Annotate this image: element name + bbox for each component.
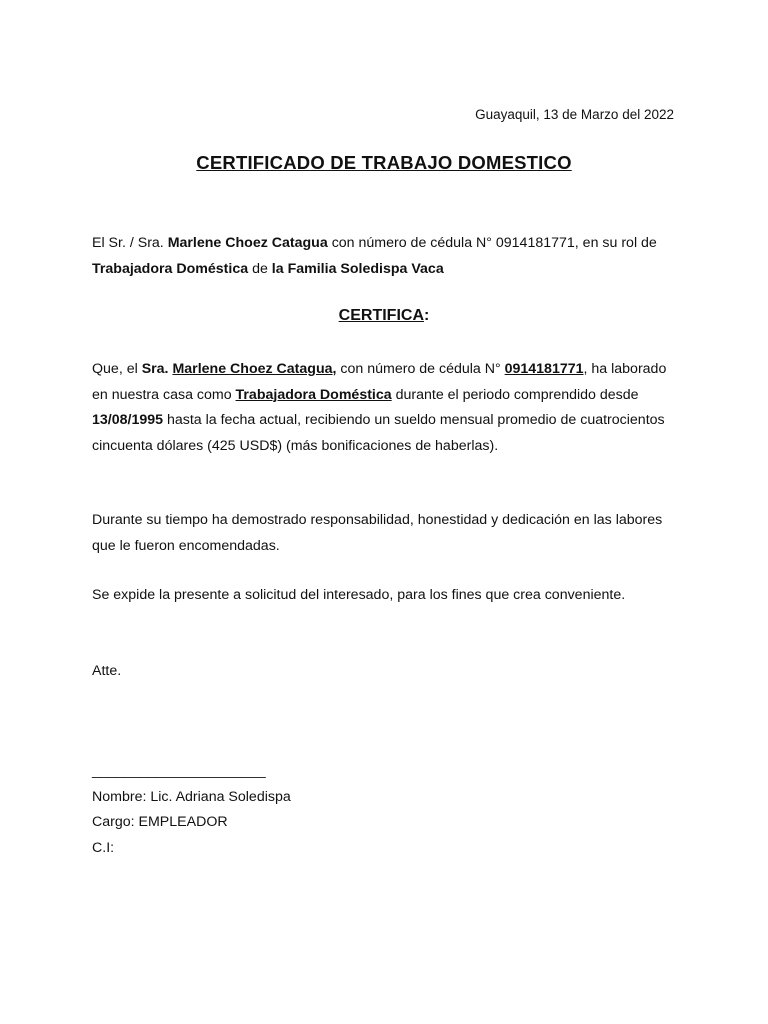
body-text-5: durante el periodo comprendido desde: [391, 386, 639, 403]
body-text-4: , ha laborado en nuestra casa como: [92, 361, 667, 403]
closing: Atte.: [92, 663, 122, 679]
body-id-number: 0914181771: [504, 361, 584, 377]
body-text-1: Que, el: [92, 361, 142, 377]
signatory-name: Nombre: Lic. Adriana Soledispa: [92, 788, 291, 805]
intro-text-3: de: [248, 260, 272, 277]
body-start-date: 13/08/1995: [92, 412, 164, 428]
intro-paragraph: [92, 231, 676, 282]
signatory-cargo: Cargo: EMPLEADOR: [92, 814, 228, 830]
certification-paragraph: [92, 357, 676, 459]
intro-name: Marlene Choez Catagua: [167, 235, 328, 251]
purpose-paragraph: Se expide la presente a solicitud del interesado, para los fines que crea conveniente.: [92, 587, 626, 603]
intro-text-2: con número de cédula N° 0914181771, en su rol de: [327, 235, 657, 251]
body-honorific: Sra.: [141, 361, 169, 377]
body-text-3: con número de cédula N°: [336, 361, 505, 377]
certifica-heading: [0, 307, 768, 325]
conduct-paragraph: Durante su tiempo ha demostrado responsabilidad, honestidad y dedicación en las labores que le fueron encomendadas.: [92, 512, 663, 554]
body-text-6: hasta la fecha actual, recibiendo un sueldo mensual promedio de cuatrocientos cincuenta dólares (425 USD$) (más bonificaciones de haberlas).: [92, 412, 665, 454]
intro-text-1: El Sr. / Sra.: [92, 235, 168, 251]
signature-block: [92, 759, 291, 861]
intro-family: la Familia Soledispa Vaca: [271, 260, 444, 277]
signature-line: ______________________: [92, 763, 266, 779]
body-comma: ,: [332, 361, 337, 377]
signatory-ci: C.I:: [92, 839, 115, 856]
certifica-colon: :: [424, 307, 430, 324]
date-line: Guayaquil, 13 de Marzo del 2022: [475, 107, 674, 122]
document-title: CERTIFICADO DE TRABAJO DOMESTICO: [196, 152, 572, 173]
certifica-word: CERTIFICA: [338, 307, 424, 324]
body-role: Trabajadora Doméstica: [235, 386, 392, 403]
body-name: Marlene Choez Catagua: [172, 361, 333, 377]
intro-role: Trabajadora Doméstica: [92, 260, 249, 277]
